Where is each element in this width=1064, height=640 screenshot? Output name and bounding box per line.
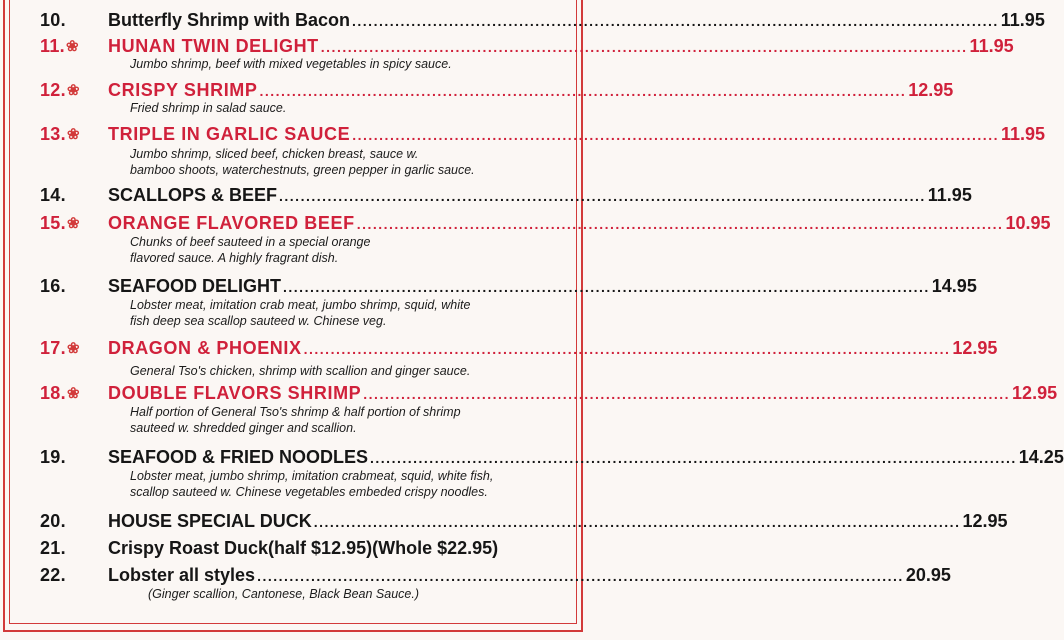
item-title-row bbox=[108, 382, 1058, 405]
item-number-text: 11. bbox=[40, 36, 65, 56]
item-number-text: 13. bbox=[40, 124, 66, 144]
dot-leader: ........................................................................................................................ bbox=[370, 450, 1017, 466]
item-price: 11.95 bbox=[969, 36, 1014, 56]
item-title-row bbox=[108, 79, 954, 102]
item-number-text: 20. bbox=[40, 511, 66, 531]
item-number-text: 19. bbox=[40, 447, 66, 467]
item-price: 11.95 bbox=[1000, 10, 1045, 30]
dot-leader: ........................................................................................................................ bbox=[356, 216, 1004, 232]
item-number-text: 18. bbox=[40, 383, 66, 403]
item-price: 14.95 bbox=[931, 276, 977, 296]
item-name: Lobster all styles bbox=[108, 565, 256, 585]
item-price: 10.95 bbox=[1005, 213, 1051, 233]
pepper-icon: ❀ bbox=[66, 126, 80, 143]
item-number bbox=[40, 382, 104, 405]
item-name: HOUSE SPECIAL DUCK bbox=[108, 511, 312, 531]
description-line: fish deep sea scallop sauteed w. Chinese veg. bbox=[130, 313, 387, 328]
item-name: ORANGE FLAVORED BEEF bbox=[108, 213, 355, 233]
item-description bbox=[130, 57, 550, 73]
item-number-text: 14. bbox=[40, 185, 66, 205]
item-description bbox=[148, 587, 568, 603]
item-title-row bbox=[108, 537, 545, 559]
item-title-row bbox=[108, 564, 951, 587]
dot-leader: ........................................................................................................................ bbox=[320, 39, 968, 55]
item-description bbox=[130, 101, 550, 117]
description-line: scallop sauteed w. Chinese vegetables embeded crispy noodles. bbox=[130, 484, 488, 499]
dot-leader: ........................................................................................................................ bbox=[363, 386, 1011, 402]
dot-leader: ........................................................................................................................ bbox=[279, 188, 926, 204]
item-number-text: 12. bbox=[40, 80, 66, 100]
description-line: General Tso's chicken, shrimp with scallion and ginger sauce. bbox=[130, 364, 471, 378]
description-line: Jumbo shrimp, beef with mixed vegetables in spicy sauce. bbox=[130, 57, 452, 71]
dot-leader: ........................................................................................................................ bbox=[303, 341, 951, 357]
description-line: (Ginger scallion, Cantonese, Black Bean Sauce.) bbox=[148, 587, 419, 601]
item-price: 11.95 bbox=[1000, 124, 1046, 144]
item-title-row bbox=[108, 337, 998, 360]
pepper-icon: ❀ bbox=[66, 385, 80, 402]
description-line: Jumbo shrimp, sliced beef, chicken breast, sauce w. bbox=[130, 147, 419, 161]
item-description bbox=[130, 364, 550, 380]
item-number bbox=[40, 564, 104, 586]
item-number bbox=[40, 446, 104, 468]
item-description bbox=[130, 469, 550, 500]
item-name: Crispy Roast Duck(half $12.95)(Whole $22.95) bbox=[108, 538, 499, 558]
description-line: flavored sauce. A highly fragrant dish. bbox=[130, 250, 339, 265]
item-price: 14.25 bbox=[1018, 447, 1064, 467]
item-description bbox=[130, 147, 550, 178]
item-name: Butterfly Shrimp with Bacon bbox=[108, 10, 351, 30]
item-number bbox=[40, 79, 104, 102]
dot-leader: ........................................................................................................................ bbox=[352, 13, 999, 29]
item-number bbox=[40, 337, 104, 360]
item-number bbox=[40, 35, 104, 58]
item-name: CRISPY SHRIMP bbox=[108, 80, 258, 100]
item-title-row bbox=[108, 123, 1046, 146]
item-name: SEAFOOD DELIGHT bbox=[108, 276, 282, 296]
description-line: Lobster meat, jumbo shrimp, imitation crabmeat, squid, white fish, bbox=[130, 469, 494, 483]
dot-leader: ........................................................................................................................ bbox=[259, 83, 907, 99]
item-number-text: 16. bbox=[40, 276, 66, 296]
item-number bbox=[40, 9, 104, 31]
item-price: 11.95 bbox=[927, 185, 972, 205]
item-name: HUNAN TWIN DELIGHT bbox=[108, 36, 319, 56]
item-number-text: 21. bbox=[40, 538, 66, 558]
pepper-icon: ❀ bbox=[66, 82, 80, 99]
item-description bbox=[130, 298, 550, 329]
item-price: 12.95 bbox=[952, 338, 998, 358]
description-line: Fried shrimp in salad sauce. bbox=[130, 101, 287, 115]
item-number bbox=[40, 275, 104, 297]
description-line: bamboo shoots, waterchestnuts, green pepper in garlic sauce. bbox=[130, 162, 475, 177]
item-name: SCALLOPS & BEEF bbox=[108, 185, 278, 205]
description-line: Chunks of beef sauteed in a special orange bbox=[130, 235, 371, 249]
item-name: TRIPLE IN GARLIC SAUCE bbox=[108, 124, 351, 144]
item-price: 12.95 bbox=[1012, 383, 1058, 403]
item-number-text: 22. bbox=[40, 565, 66, 585]
item-description bbox=[130, 405, 550, 436]
item-title-row bbox=[108, 446, 1064, 469]
item-number bbox=[40, 537, 104, 559]
item-number-text: 10. bbox=[40, 10, 66, 30]
description-line: Half portion of General Tso's shrimp & half portion of shrimp bbox=[130, 405, 461, 419]
pepper-icon: ❀ bbox=[66, 340, 80, 357]
pepper-icon: ❀ bbox=[66, 215, 80, 232]
item-title-row bbox=[108, 510, 1008, 533]
item-number bbox=[40, 184, 104, 206]
dot-leader: ........................................................................................................................ bbox=[257, 568, 904, 584]
item-title-row bbox=[108, 275, 977, 298]
item-title-row bbox=[108, 184, 972, 207]
item-description bbox=[130, 235, 550, 266]
item-name: DOUBLE FLAVORS SHRIMP bbox=[108, 383, 362, 403]
pepper-icon: ❀ bbox=[65, 38, 79, 55]
item-price: 12.95 bbox=[908, 80, 954, 100]
item-name: DRAGON & PHOENIX bbox=[108, 338, 302, 358]
dot-leader: ........................................................................................................................ bbox=[352, 127, 999, 143]
item-name: SEAFOOD & FRIED NOODLES bbox=[108, 447, 369, 467]
item-price: 12.95 bbox=[962, 511, 1008, 531]
dot-leader: ........................................................................................................................ bbox=[283, 279, 930, 295]
item-number-text: 15. bbox=[40, 213, 66, 233]
item-title-row bbox=[108, 212, 1051, 235]
item-number bbox=[40, 123, 104, 146]
item-title-row bbox=[108, 9, 1045, 32]
description-line: Lobster meat, imitation crab meat, jumbo shrimp, squid, white bbox=[130, 298, 471, 312]
dot-leader: ........................................................................................................................ bbox=[313, 514, 961, 530]
item-number bbox=[40, 212, 104, 235]
item-price: 20.95 bbox=[905, 565, 951, 585]
item-number bbox=[40, 510, 104, 532]
item-title-row bbox=[108, 35, 1014, 58]
item-number-text: 17. bbox=[40, 338, 66, 358]
description-line: sauteed w. shredded ginger and scallion. bbox=[130, 420, 357, 435]
